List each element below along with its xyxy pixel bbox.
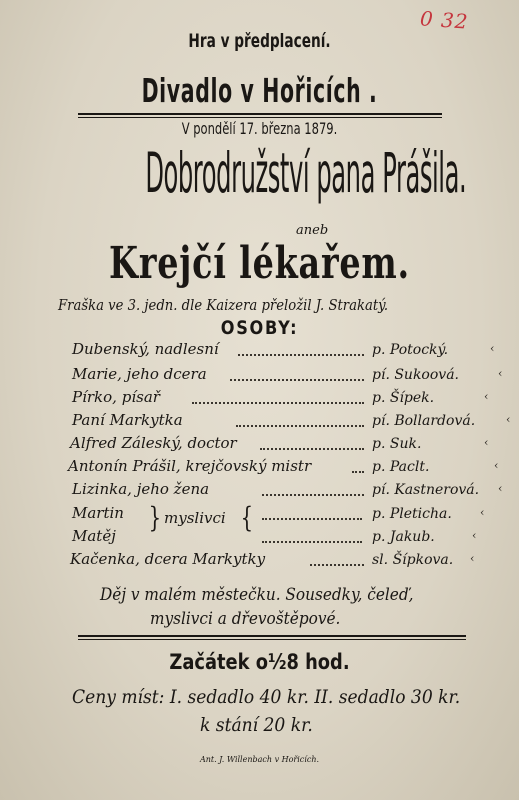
performance-date: V pondělí 17. března 1879. — [181, 119, 338, 138]
cast-actor: p. Šípek. — [372, 390, 435, 406]
leader-dots — [262, 541, 362, 543]
cast-actor: p. Potocký. — [372, 342, 449, 358]
start-time: Začátek o½8 hod. — [169, 650, 350, 674]
cast-role: Matěj — [72, 527, 116, 545]
cast-role: Dubenský, nadlesní — [72, 340, 219, 358]
cast-actor: p. Jakub. — [372, 529, 435, 545]
left-brace: } — [148, 501, 162, 534]
leader-dots — [262, 494, 364, 496]
cast-role: Kačenka, dcera Markytky — [70, 550, 266, 568]
cast-role: Martin — [72, 504, 124, 522]
cast-actor: pí. Bollardová. — [372, 413, 476, 429]
play-subtitle: Krejčí lékařem. — [109, 238, 410, 289]
cast-actor: sl. Šípkova. — [372, 552, 454, 568]
pencil-tick-mark: ‹ — [472, 529, 477, 542]
pencil-tick-mark: ‹ — [490, 342, 495, 355]
cast-actor: pí. Kastnerová. — [372, 482, 480, 498]
pencil-tick-mark: ‹ — [498, 482, 503, 495]
pencil-tick-mark: ‹ — [498, 367, 503, 380]
divider-bottom-2 — [78, 639, 466, 640]
leader-dots — [262, 518, 362, 520]
pencil-tick-mark: ‹ — [506, 413, 511, 426]
printer-credit: Ant. J. Willenbach v Hořicích. — [199, 755, 320, 764]
right-brace: { — [240, 501, 254, 534]
pencil-tick-mark: ‹ — [480, 506, 485, 519]
cast-actor: p. Suk. — [372, 436, 422, 452]
cast-actor: p. Pleticha. — [372, 506, 452, 522]
cast-group-label: myslivci — [164, 509, 226, 527]
pencil-tick-mark: ‹ — [484, 390, 489, 403]
divider-top-2 — [78, 117, 442, 118]
theatre-name: Divadlo v Hořicích . — [141, 71, 378, 110]
prices-line-1: Ceny míst: I. sedadlo 40 kr. II. sedadlo 30 kr. — [72, 686, 461, 708]
leader-dots — [352, 471, 364, 473]
cast-role: Alfred Záleský, doctor — [70, 434, 237, 452]
setting-line-2: myslivci a dřevoštěpové. — [150, 609, 341, 629]
leader-dots — [310, 564, 364, 566]
cast-role: Antonín Prášil, krejčovský mistr — [68, 457, 312, 475]
cast-role: Pírko, písař — [72, 388, 160, 406]
cast-role: Lizinka, jeho žena — [72, 480, 210, 498]
cast-heading: OSOBY: — [220, 317, 299, 339]
pencil-tick-mark: ‹ — [484, 436, 489, 449]
archive-mark: 0 32 — [419, 6, 470, 34]
play-description: Fraška ve 3. jedn. dle Kaizera přeložil J. Strakatý. — [58, 296, 389, 314]
title-connector: aneb — [296, 223, 329, 238]
pencil-tick-mark: ‹ — [470, 552, 475, 565]
subscription-label: Hra v předplacení. — [188, 30, 331, 52]
cast-role: Marie, jeho dcera — [72, 365, 207, 383]
play-title: Dobrodružství pana Prášila. — [145, 141, 467, 205]
leader-dots — [192, 402, 364, 404]
cast-role: Paní Markytka — [72, 411, 183, 429]
cast-actor: p. Paclt. — [372, 459, 430, 475]
leader-dots — [238, 354, 364, 356]
setting-line-1: Děj v malém městečku. Sousedky, čeleď, — [100, 585, 414, 605]
divider-top-1 — [78, 113, 442, 115]
cast-actor: pí. Sukoová. — [372, 367, 459, 383]
divider-bottom-1 — [78, 635, 466, 637]
leader-dots — [260, 448, 364, 450]
pencil-tick-mark: ‹ — [494, 459, 499, 472]
prices-line-2: k stání 20 kr. — [200, 714, 313, 736]
leader-dots — [236, 425, 364, 427]
leader-dots — [230, 379, 364, 381]
